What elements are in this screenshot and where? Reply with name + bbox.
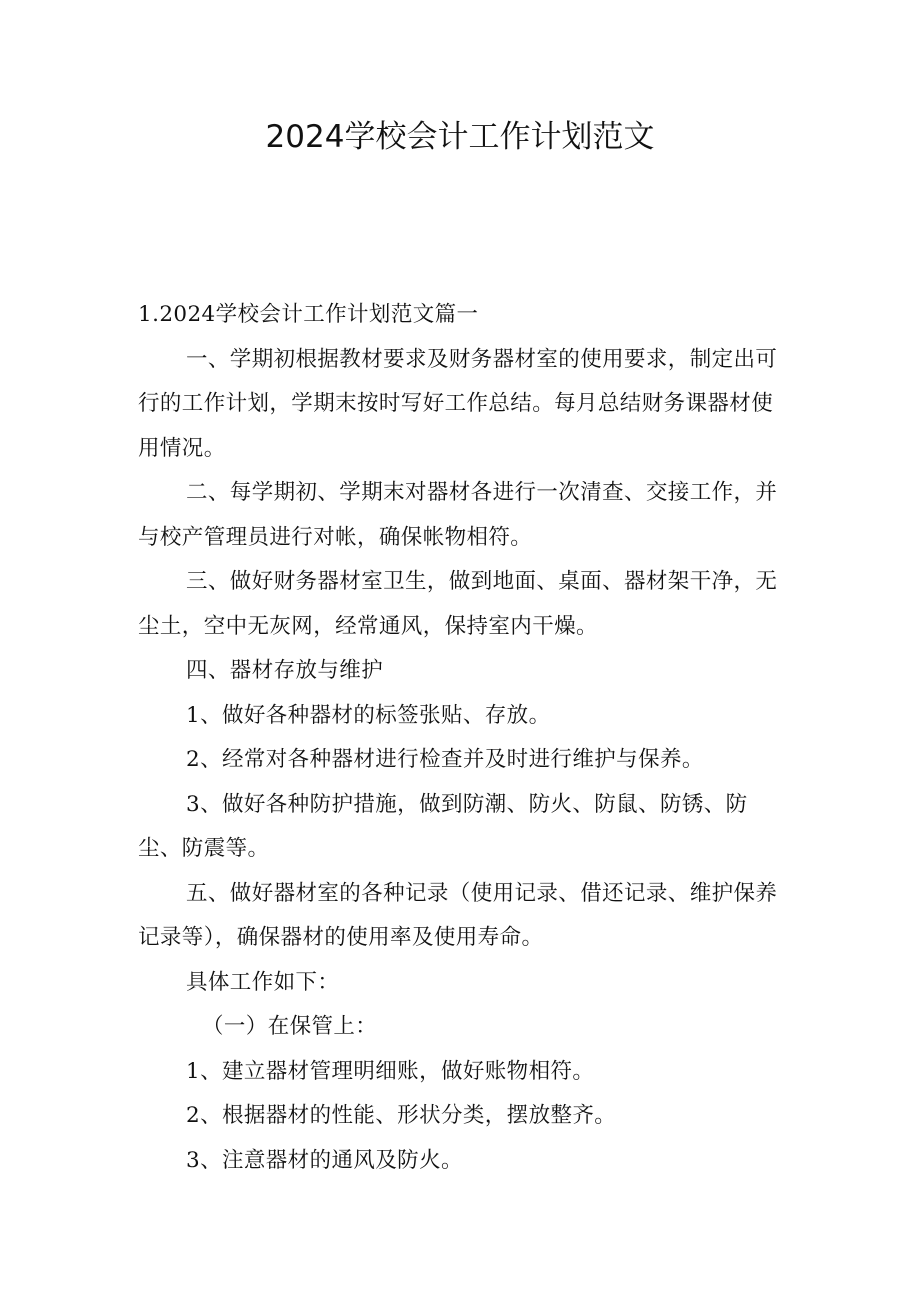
paragraph: 三、做好财务器材室卫生，做到地面、桌面、器材架干净，无尘土，空中无灰网，经常通风，保持室内干燥。 [138,569,778,639]
list-item: 1、做好各种器材的标签张贴、存放。 [186,702,551,728]
section-heading: 1.2024学校会计工作计划范文篇一 [138,302,479,327]
paragraph: 具体工作如下： [186,969,340,995]
document-body [138,293,788,1183]
paragraph: 一、学期初根据教材要求及财务器材室的使用要求，制定出可行的工作计划，学期末按时写好工作总结。每月总结财务课器材使用情况。 [138,346,778,461]
paragraph: 五、做好器材室的各种记录（使用记录、借还记录、维护保养记录等），确保器材的使用率及使用寿命。 [138,880,778,950]
subsection-heading: （一）在保管上： [202,1014,378,1039]
list-item: 2、经常对各种器材进行检查并及时进行维护与保养。 [186,747,704,772]
paragraph: 四、器材存放与维护 [186,658,384,683]
paragraph: 二、每学期初、学期末对器材各进行一次清查、交接工作，并与校产管理员进行对帐，确保帐物相符。 [138,480,778,550]
list-item: 2、根据器材的性能、形状分类，摆放整齐。 [186,1103,617,1128]
list-item: 1、建立器材管理明细账，做好账物相符。 [186,1058,595,1084]
list-item: 3、做好各种防护措施，做到防潮、防火、防鼠、防锈、防尘、防震等。 [138,791,748,861]
document-title: 2024学校会计工作计划范文 [265,119,655,155]
list-item: 3、注意器材的通风及防火。 [186,1147,463,1173]
